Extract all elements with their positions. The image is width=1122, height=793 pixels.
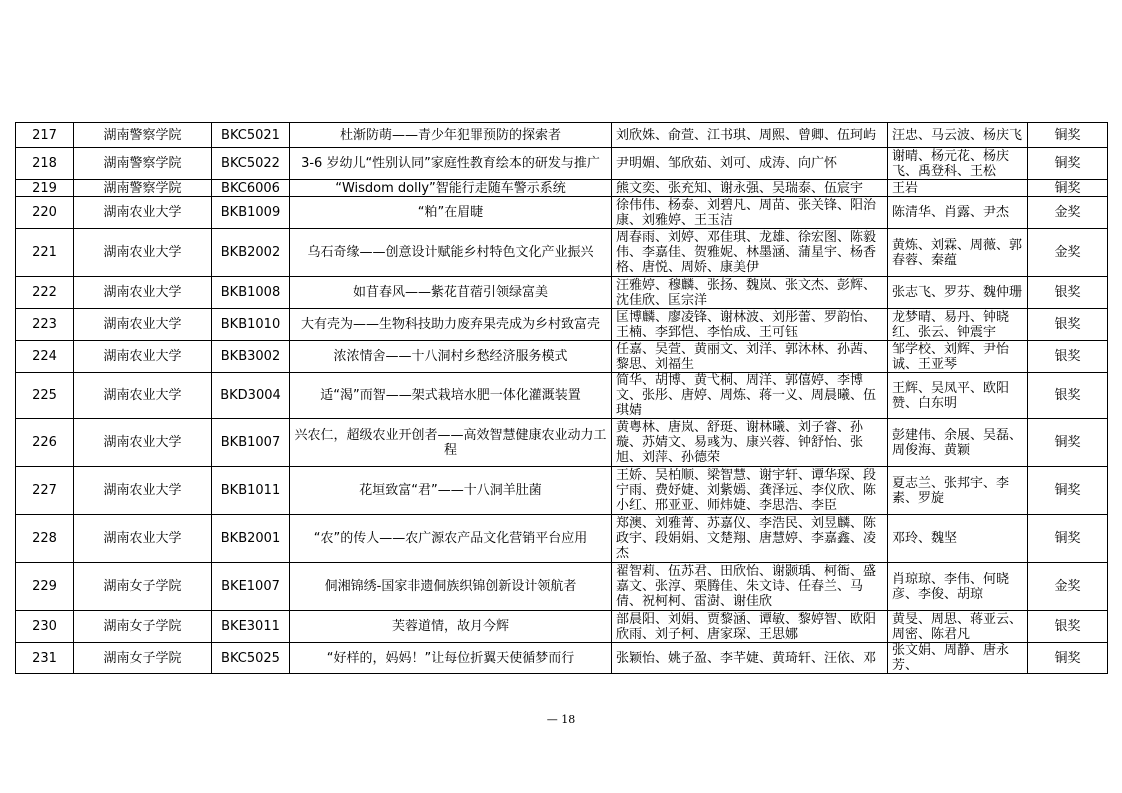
cell-award: 铜奖: [1028, 643, 1108, 674]
cell-school: 湖南女子学院: [74, 563, 212, 611]
cell-advisors: 邓玲、魏坚: [888, 515, 1028, 563]
table-body: [16, 123, 1108, 674]
cell-number: 219: [16, 180, 74, 197]
cell-number: 230: [16, 611, 74, 643]
cell-school: 湖南农业大学: [74, 419, 212, 467]
table-row: [16, 148, 1108, 180]
cell-school: 湖南农业大学: [74, 197, 212, 229]
cell-project-title: 大有壳为——生物科技助力废弃果壳成为乡村致富壳: [290, 309, 612, 341]
cell-team-members: 徐伟伟、杨泰、刘碧凡、周苗、张关锋、阳治康、刘雅婷、王玉洁: [612, 197, 888, 229]
cell-advisors: 汪忠、马云波、杨庆飞: [888, 123, 1028, 148]
cell-number: 227: [16, 467, 74, 515]
cell-advisors: 王辉、吴凤平、欧阳赞、白东明: [888, 373, 1028, 419]
cell-project-code: BKE1007: [212, 563, 290, 611]
cell-advisors: 夏志兰、张邦宇、李素、罗旋: [888, 467, 1028, 515]
cell-advisors: 张文娟、周静、唐永芳、: [888, 643, 1028, 674]
cell-award: 金奖: [1028, 229, 1108, 277]
cell-team-members: 黄粤林、唐岚、舒珽、谢林曦、刘子睿、孙璇、苏婧文、易彧为、康兴蓉、钟舒怡、张旭、刘萍、孙德荣: [612, 419, 888, 467]
cell-number: 225: [16, 373, 74, 419]
cell-award: 铜奖: [1028, 467, 1108, 515]
cell-school: 湖南农业大学: [74, 373, 212, 419]
cell-advisors: 黄旻、周思、蒋亚云、周密、陈君凡: [888, 611, 1028, 643]
cell-project-code: BKC5021: [212, 123, 290, 148]
cell-project-code: BKB2001: [212, 515, 290, 563]
cell-project-title: “Wisdom dolly”智能行走随车警示系统: [290, 180, 612, 197]
cell-number: 223: [16, 309, 74, 341]
cell-project-title: 侗湘锦绣-国家非遗侗族织锦创新设计领航者: [290, 563, 612, 611]
cell-award: 银奖: [1028, 309, 1108, 341]
cell-team-members: 尹明媚、邹欣茹、刘可、成涛、向广怀: [612, 148, 888, 180]
cell-project-code: BKC5022: [212, 148, 290, 180]
cell-advisors: 谢晴、杨元花、杨庆飞、禹登科、王松: [888, 148, 1028, 180]
cell-number: 226: [16, 419, 74, 467]
cell-project-title: 如苜春风——紫花苜蓿引领绿富美: [290, 277, 612, 309]
cell-project-title: 芙蓉道情，故月今辉: [290, 611, 612, 643]
table-row: [16, 277, 1108, 309]
cell-award: 银奖: [1028, 277, 1108, 309]
cell-project-code: BKB1011: [212, 467, 290, 515]
award-table: [15, 122, 1108, 674]
cell-team-members: 翟智莉、伍苏君、田欣怡、谢颢瑀、柯衙、盛嘉文、张淳、栗腾佳、朱文诗、任春兰、马倩、祝柯柯、雷澍、谢佳欣: [612, 563, 888, 611]
cell-number: 217: [16, 123, 74, 148]
cell-number: 220: [16, 197, 74, 229]
cell-advisors: 黄炼、刘霖、周薇、郭春蓉、秦蕴: [888, 229, 1028, 277]
cell-project-title: “好样的，妈妈！”让每位折翼天使循梦而行: [290, 643, 612, 674]
cell-team-members: 匡博麟、廖凌锋、谢林波、刘彤蕾、罗韵怡、王楠、李郅恺、李怡成、王可钰: [612, 309, 888, 341]
cell-award: 银奖: [1028, 373, 1108, 419]
cell-project-title: “农”的传人——农广源农产品文化营销平台应用: [290, 515, 612, 563]
table-row: [16, 643, 1108, 674]
cell-project-code: BKB1008: [212, 277, 290, 309]
cell-advisors: 龙梦晴、易丹、钟晓红、张云、钟震宇: [888, 309, 1028, 341]
cell-school: 湖南女子学院: [74, 643, 212, 674]
cell-project-code: BKC6006: [212, 180, 290, 197]
cell-advisors: 陈清华、肖露、尹杰: [888, 197, 1028, 229]
cell-advisors: 邹学校、刘辉、尹怡诚、王亚琴: [888, 341, 1028, 373]
cell-award: 铜奖: [1028, 515, 1108, 563]
cell-project-code: BKB3002: [212, 341, 290, 373]
cell-team-members: 周春雨、刘婷、邓佳琪、龙雄、徐宏图、陈毅伟、李嘉佳、贺雅妮、林墨涵、蒲星宇、杨香格、唐悦、周娇、康美伊: [612, 229, 888, 277]
cell-number: 224: [16, 341, 74, 373]
cell-project-title: 兴农仁，超级农业开创者——高效智慧健康农业动力工程: [290, 419, 612, 467]
cell-team-members: 郑澳、刘雅菁、苏嘉仪、李浩民、刘昱麟、陈政宇、段娟娟、文楚翔、唐慧婷、李嘉鑫、凌杰: [612, 515, 888, 563]
cell-school: 湖南农业大学: [74, 229, 212, 277]
cell-team-members: 简华、胡博、黄弋桐、周洋、郭僖婷、李博文、张彤、唐婷、周炼、蒋一义、周晨曦、伍琪婧: [612, 373, 888, 419]
cell-project-code: BKD3004: [212, 373, 290, 419]
cell-school: 湖南警察学院: [74, 180, 212, 197]
cell-project-title: 花垣致富“君”——十八洞羊肚菌: [290, 467, 612, 515]
cell-award: 铜奖: [1028, 419, 1108, 467]
cell-project-title: 3-6 岁幼儿“性别认同”家庭性教育绘本的研发与推广: [290, 148, 612, 180]
cell-team-members: 部晨阳、刘娟、贾黎涵、谭敏、黎婷智、欧阳欣雨、刘子柯、唐家琛、王思娜: [612, 611, 888, 643]
cell-project-title: 杜渐防萌——青少年犯罪预防的探索者: [290, 123, 612, 148]
cell-team-members: 汪雅婷、穆麟、张扬、魏岚、张文杰、彭辉、沈佳欣、匡宗洋: [612, 277, 888, 309]
cell-award: 金奖: [1028, 197, 1108, 229]
cell-number: 228: [16, 515, 74, 563]
cell-school: 湖南农业大学: [74, 277, 212, 309]
cell-project-code: BKB2002: [212, 229, 290, 277]
cell-number: 218: [16, 148, 74, 180]
cell-project-code: BKB1009: [212, 197, 290, 229]
cell-project-title: 适“渴”而智——架式栽培水肥一体化灌溉装置: [290, 373, 612, 419]
table-row: [16, 197, 1108, 229]
cell-award: 金奖: [1028, 563, 1108, 611]
cell-team-members: 任嘉、吴萱、黄丽文、刘洋、郭沐林、孙茜、黎思、刘福生: [612, 341, 888, 373]
cell-number: 221: [16, 229, 74, 277]
cell-advisors: 肖琼琼、李伟、何晓彦、李俊、胡琼: [888, 563, 1028, 611]
table-row: [16, 180, 1108, 197]
cell-school: 湖南农业大学: [74, 515, 212, 563]
cell-school: 湖南农业大学: [74, 341, 212, 373]
cell-number: 229: [16, 563, 74, 611]
cell-award: 铜奖: [1028, 148, 1108, 180]
cell-school: 湖南警察学院: [74, 123, 212, 148]
cell-award: 银奖: [1028, 341, 1108, 373]
cell-school: 湖南农业大学: [74, 467, 212, 515]
cell-school: 湖南女子学院: [74, 611, 212, 643]
cell-project-code: BKC5025: [212, 643, 290, 674]
cell-award: 铜奖: [1028, 123, 1108, 148]
cell-project-title: 浓浓情舍——十八洞村乡愁经济服务模式: [290, 341, 612, 373]
table-row: [16, 611, 1108, 643]
cell-award: 银奖: [1028, 611, 1108, 643]
page-number: — 18: [546, 713, 576, 726]
table-row: [16, 373, 1108, 419]
cell-project-title: 乌石奇缘——创意设计赋能乡村特色文化产业振兴: [290, 229, 612, 277]
cell-team-members: 王娇、吴柏顺、梁智慧、谢宇轩、谭华琛、段宁雨、费妤婕、刘紫嫣、龚泽远、李仪欣、陈小红、邢亚亚、师炜婕、李思浩、李臣: [612, 467, 888, 515]
cell-award: 铜奖: [1028, 180, 1108, 197]
cell-advisors: 张志飞、罗芬、魏仲珊: [888, 277, 1028, 309]
cell-school: 湖南农业大学: [74, 309, 212, 341]
cell-project-code: BKE3011: [212, 611, 290, 643]
cell-school: 湖南警察学院: [74, 148, 212, 180]
cell-number: 222: [16, 277, 74, 309]
cell-advisors: 彭建伟、余展、吴磊、周俊海、黄颖: [888, 419, 1028, 467]
cell-advisors: 王岩: [888, 180, 1028, 197]
cell-project-code: BKB1010: [212, 309, 290, 341]
cell-number: 231: [16, 643, 74, 674]
table-row: [16, 229, 1108, 277]
table-row: [16, 123, 1108, 148]
table-row: [16, 467, 1108, 515]
cell-project-title: “粕”在眉睫: [290, 197, 612, 229]
table-row: [16, 309, 1108, 341]
table-row: [16, 341, 1108, 373]
table-row: [16, 563, 1108, 611]
cell-project-code: BKB1007: [212, 419, 290, 467]
cell-team-members: 刘欣姝、俞萱、江书琪、周熙、曾卿、伍珂屿: [612, 123, 888, 148]
table-row: [16, 419, 1108, 467]
cell-team-members: 张颖怡、姚子盈、李芊婕、黄琦轩、汪依、邓: [612, 643, 888, 674]
table-row: [16, 515, 1108, 563]
cell-team-members: 熊文奕、张充知、谢永强、吴瑞泰、伍宸宇: [612, 180, 888, 197]
